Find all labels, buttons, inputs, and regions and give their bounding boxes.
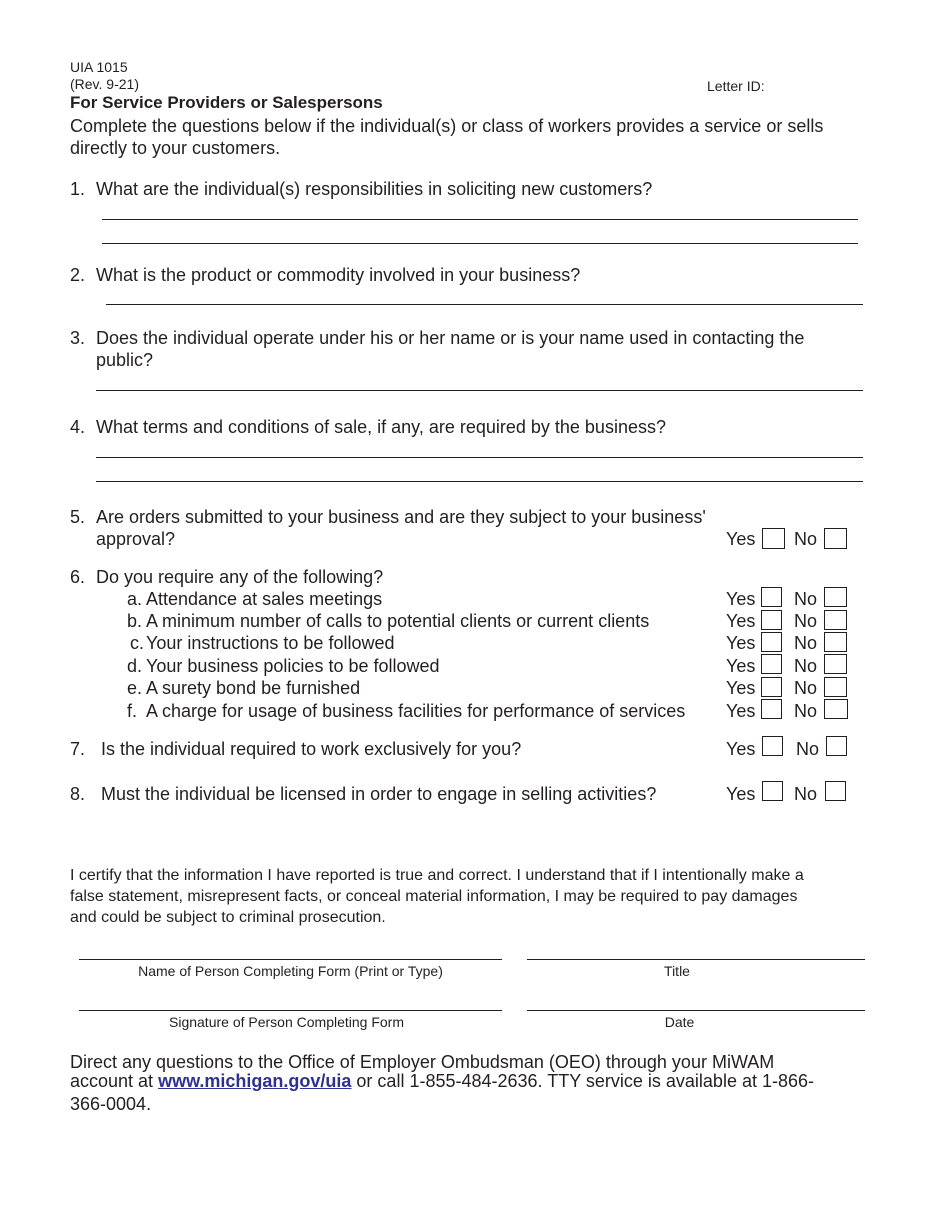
question-2-text: What is the product or commodity involved in your business? bbox=[96, 265, 581, 285]
answer-line-q1-a[interactable] bbox=[102, 219, 858, 220]
q6c-yes-label: Yes bbox=[726, 633, 756, 653]
answer-line-q4-b[interactable] bbox=[96, 481, 863, 482]
q6f-letter: f. bbox=[127, 701, 138, 721]
q6e-text: A surety bond be furnished bbox=[146, 678, 361, 698]
q8-no-checkbox[interactable] bbox=[825, 781, 846, 801]
answer-line-q3[interactable] bbox=[96, 390, 863, 391]
footer-line-2-prefix: account at bbox=[70, 1071, 159, 1091]
q5-no-checkbox[interactable] bbox=[824, 528, 847, 549]
q6d-letter: d. bbox=[127, 656, 143, 676]
signature-input-line[interactable] bbox=[79, 1010, 502, 1011]
q6c-text: Your instructions to be followed bbox=[146, 633, 395, 653]
q6c-yes-checkbox[interactable] bbox=[761, 632, 782, 652]
question-4-text: What terms and conditions of sale, if any, are required by the business? bbox=[96, 417, 666, 437]
q6f-yes-label: Yes bbox=[726, 701, 756, 721]
question-5-line-2: approval? bbox=[96, 529, 176, 549]
q6b-yes-label: Yes bbox=[726, 611, 756, 631]
q6d-no-checkbox[interactable] bbox=[824, 654, 847, 674]
q6a-text: Attendance at sales meetings bbox=[146, 589, 383, 609]
title-input-line[interactable] bbox=[527, 959, 865, 960]
q5-no-label: No bbox=[794, 529, 818, 549]
question-7-number: 7. bbox=[70, 739, 86, 759]
q6f-no-label: No bbox=[794, 701, 818, 721]
q6a-letter: a. bbox=[127, 589, 143, 609]
name-input-line[interactable] bbox=[79, 959, 502, 960]
q6a-no-checkbox[interactable] bbox=[824, 587, 847, 607]
question-6-number: 6. bbox=[70, 567, 86, 587]
footer-line-2-suffix: or call 1-855-484-2636. TTY service is available at 1-866- bbox=[351, 1071, 814, 1091]
q6c-no-label: No bbox=[794, 633, 818, 653]
name-label: Name of Person Completing Form (Print or Type) bbox=[138, 963, 443, 979]
question-3-line-2: public? bbox=[96, 350, 154, 370]
question-1-text: What are the individual(s) responsibilities in soliciting new customers? bbox=[96, 179, 653, 199]
date-label: Date bbox=[664, 1014, 695, 1030]
form-id: UIA 1015 bbox=[70, 59, 128, 75]
q6f-no-checkbox[interactable] bbox=[824, 699, 848, 719]
q6e-no-label: No bbox=[794, 678, 818, 698]
question-7-text: Is the individual required to work exclusively for you? bbox=[101, 739, 522, 759]
answer-line-q2[interactable] bbox=[106, 304, 863, 305]
q6f-yes-checkbox[interactable] bbox=[761, 699, 782, 719]
answer-line-q1-b[interactable] bbox=[102, 243, 858, 244]
page-title: For Service Providers or Salespersons bbox=[70, 93, 383, 112]
q6e-no-checkbox[interactable] bbox=[824, 677, 847, 697]
q6d-text: Your business policies to be followed bbox=[146, 656, 440, 676]
q6b-text: A minimum number of calls to potential clients or current clients bbox=[146, 611, 650, 631]
form-revision: (Rev. 9-21) bbox=[70, 76, 139, 92]
q6b-yes-checkbox[interactable] bbox=[761, 610, 782, 630]
q6d-yes-checkbox[interactable] bbox=[761, 654, 782, 674]
q6a-no-label: No bbox=[794, 589, 818, 609]
q6a-yes-checkbox[interactable] bbox=[761, 587, 782, 607]
q6c-no-checkbox[interactable] bbox=[824, 632, 847, 652]
question-2-number: 2. bbox=[70, 265, 86, 285]
q6d-no-label: No bbox=[794, 656, 818, 676]
date-input-line[interactable] bbox=[527, 1010, 865, 1011]
q6d-yes-label: Yes bbox=[726, 656, 756, 676]
q7-no-label: No bbox=[796, 739, 820, 759]
question-8-number: 8. bbox=[70, 784, 86, 804]
q6e-yes-checkbox[interactable] bbox=[761, 677, 782, 697]
signature-label: Signature of Person Completing Form bbox=[169, 1014, 404, 1030]
q8-yes-checkbox[interactable] bbox=[762, 781, 783, 801]
q7-yes-checkbox[interactable] bbox=[762, 736, 783, 756]
q7-no-checkbox[interactable] bbox=[826, 736, 847, 756]
q6b-letter: b. bbox=[127, 611, 143, 631]
certification-line-1: I certify that the information I have reported is true and correct. I understand that if I intentionally make a bbox=[70, 867, 804, 884]
q8-yes-label: Yes bbox=[726, 784, 756, 804]
q6e-letter: e. bbox=[127, 678, 143, 698]
question-8-text: Must the individual be licensed in order to engage in selling activities? bbox=[101, 784, 657, 804]
q6b-no-label: No bbox=[794, 611, 818, 631]
letter-id-label: Letter ID: bbox=[707, 78, 765, 94]
answer-line-q4-a[interactable] bbox=[96, 457, 863, 458]
question-5-line-1: Are orders submitted to your business and are they subject to your business' bbox=[96, 507, 706, 527]
q5-yes-checkbox[interactable] bbox=[762, 528, 785, 549]
certification-line-2: false statement, misrepresent facts, or conceal material information, I may be required to pay damages bbox=[70, 888, 798, 905]
q5-yes-label: Yes bbox=[726, 529, 756, 549]
question-3-number: 3. bbox=[70, 328, 86, 348]
uia-website-link[interactable]: www.michigan.gov/uia bbox=[158, 1071, 352, 1091]
question-1-number: 1. bbox=[70, 179, 86, 199]
q8-no-label: No bbox=[794, 784, 818, 804]
question-5-number: 5. bbox=[70, 507, 86, 527]
question-4-number: 4. bbox=[70, 417, 86, 437]
intro-line-2: directly to your customers. bbox=[70, 138, 281, 158]
q7-yes-label: Yes bbox=[726, 739, 756, 759]
q6a-yes-label: Yes bbox=[726, 589, 756, 609]
title-label: Title bbox=[664, 963, 690, 979]
q6b-no-checkbox[interactable] bbox=[824, 610, 847, 630]
question-6-text: Do you require any of the following? bbox=[96, 567, 384, 587]
q6e-yes-label: Yes bbox=[726, 678, 756, 698]
q6f-text: A charge for usage of business facilities for performance of services bbox=[146, 701, 686, 721]
footer-line-3: 366-0004. bbox=[70, 1094, 152, 1114]
intro-line-1: Complete the questions below if the individual(s) or class of workers provides a service or sells bbox=[70, 116, 824, 136]
footer-line-1: Direct any questions to the Office of Employer Ombudsman (OEO) through your MiWAM bbox=[70, 1052, 775, 1072]
question-3-line-1: Does the individual operate under his or her name or is your name used in contacting the bbox=[96, 328, 805, 348]
certification-line-3: and could be subject to criminal prosecution. bbox=[70, 909, 386, 926]
footer-line-2 bbox=[70, 1071, 814, 1092]
q6c-letter: c. bbox=[130, 633, 145, 653]
